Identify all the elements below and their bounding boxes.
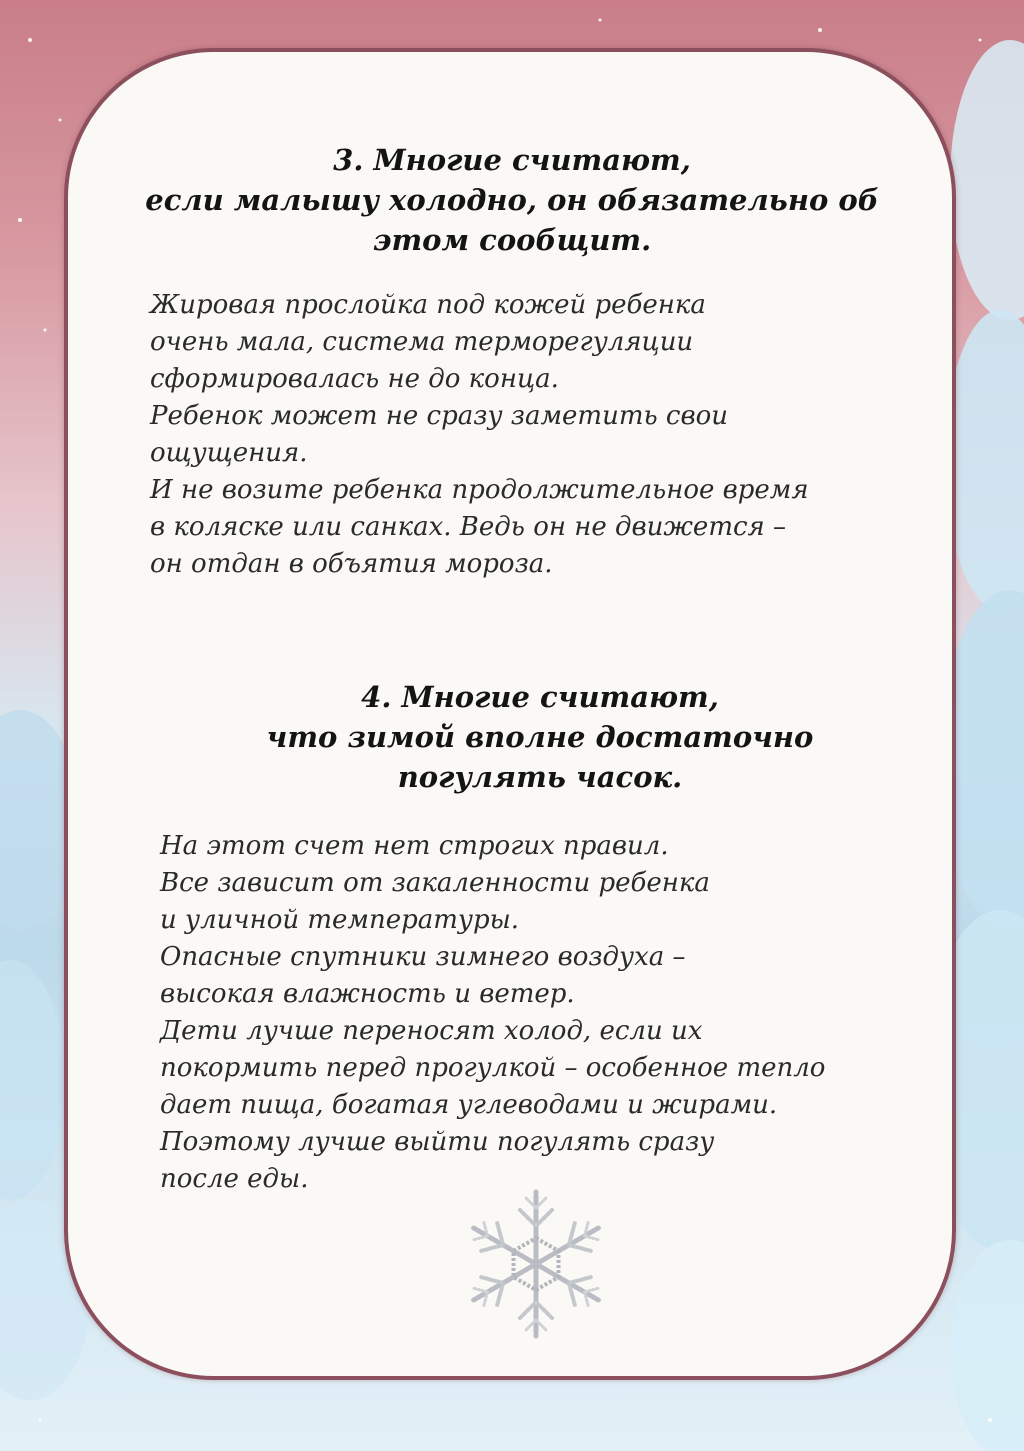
- body-line: после еды.: [160, 1164, 309, 1194]
- body-line: Дети лучше переносят холод, если их: [160, 1016, 703, 1046]
- body-line: он отдан в объятия мороза.: [150, 549, 553, 579]
- body-line: Опасные спутники зимнего воздуха –: [160, 942, 686, 972]
- body-line: сформировалась не до конца.: [150, 364, 559, 394]
- body-line: в коляске или санках. Ведь он не движется –: [150, 512, 787, 542]
- body-line: Все зависит от закаленности ребенка: [160, 868, 710, 898]
- body-line: ощущения.: [150, 438, 308, 468]
- body-line: высокая влажность и ветер.: [160, 979, 575, 1009]
- body-line: и уличной температуры.: [160, 905, 520, 935]
- body-line: На этот счет нет строгих правил.: [160, 831, 669, 861]
- heading-line: погулять часок.: [397, 760, 683, 794]
- heading-line: 4. Многие считают,: [361, 680, 719, 714]
- body-line: Поэтому лучше выйти погулять сразу: [160, 1127, 715, 1157]
- body-line: дает пища, богатая углеводами и жирами.: [160, 1090, 778, 1120]
- section-3-heading: [0, 140, 1024, 260]
- heading-line: что зимой вполне достаточно: [266, 720, 814, 754]
- body-line: очень мала, система терморегуляции: [150, 327, 694, 357]
- snowflake-icon: [456, 1184, 616, 1344]
- section-4-body: [160, 828, 825, 1198]
- heading-line: этом сообщит.: [372, 223, 652, 257]
- body-line: И не возите ребенка продолжительное время: [150, 475, 809, 505]
- section-4-heading: [28, 677, 1024, 797]
- heading-line: 3. Многие считают,: [333, 143, 691, 177]
- heading-line: если малышу холодно, он обязательно об: [145, 183, 879, 217]
- body-line: покормить перед прогулкой – особенное тепло: [160, 1053, 826, 1083]
- body-line: Ребенок может не сразу заметить свои: [150, 401, 728, 431]
- body-line: Жировая прослойка под кожей ребенка: [150, 290, 706, 320]
- section-3-body: [150, 287, 809, 583]
